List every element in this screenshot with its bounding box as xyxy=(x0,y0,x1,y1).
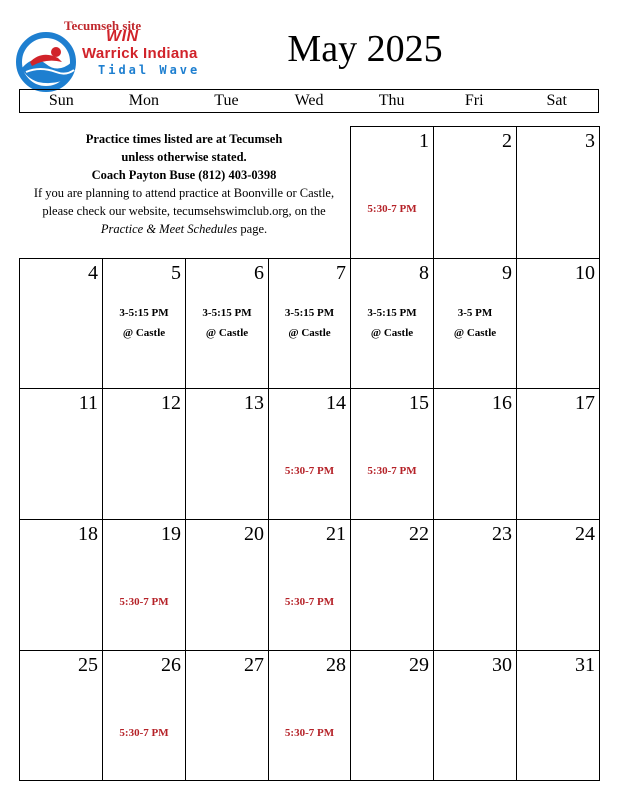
calendar-day-cell xyxy=(268,519,351,651)
calendar-day-cell xyxy=(433,650,517,781)
schedules-page-name: Practice & Meet Schedules xyxy=(100,222,238,236)
day-number: 29 xyxy=(409,654,429,676)
day-number: 27 xyxy=(244,654,264,676)
day-number: 15 xyxy=(409,392,429,414)
calendar-day-cell xyxy=(516,519,600,651)
calendar-day-cell xyxy=(268,650,351,781)
calendar-day-cell xyxy=(102,388,186,520)
day-number: 30 xyxy=(492,654,512,676)
weekday-sun: Sun xyxy=(48,92,74,109)
day-number: 6 xyxy=(254,262,264,284)
day-number: 5 xyxy=(171,262,181,284)
calendar-day-cell xyxy=(516,126,600,259)
day-number: 1 xyxy=(419,130,429,152)
calendar-day-cell xyxy=(350,258,434,389)
site-label: Tecumseh site xyxy=(64,18,142,33)
weekday-mon: Mon xyxy=(128,92,159,109)
practice-time: 3-5:15 PM xyxy=(284,307,335,319)
day-number: 19 xyxy=(161,523,181,545)
calendar-day-cell xyxy=(433,126,517,259)
day-number: 28 xyxy=(326,654,346,676)
calendar-day-cell xyxy=(350,126,434,259)
calendar-day-cell xyxy=(185,388,269,520)
day-number: 10 xyxy=(575,262,595,284)
day-number: 25 xyxy=(78,654,98,676)
calendar-day-cell xyxy=(433,388,517,520)
calendar-day-cell xyxy=(19,388,103,520)
day-number: 17 xyxy=(575,392,595,414)
info-line-4: If you are planning to attend practice at Boonville or Castle, xyxy=(33,186,335,200)
day-number: 12 xyxy=(161,392,181,414)
weekday-wed: Wed xyxy=(294,92,324,109)
practice-time: 3-5 PM xyxy=(457,307,493,319)
calendar-day-cell xyxy=(19,258,103,389)
day-number: 4 xyxy=(88,262,98,284)
day-number: 18 xyxy=(78,523,98,545)
practice-location: @ Castle xyxy=(205,327,249,339)
practice-location: @ Castle xyxy=(453,327,497,339)
day-number: 13 xyxy=(244,392,264,414)
info-line-1: Practice times listed are at Tecumseh xyxy=(85,132,283,146)
logo-tidal-wave-text: Tidal Wave xyxy=(98,63,201,77)
day-number: 11 xyxy=(78,392,98,414)
day-number: 16 xyxy=(492,392,512,414)
info-line-6 xyxy=(19,220,349,238)
calendar-day-cell xyxy=(433,519,517,651)
calendar-day-cell xyxy=(350,650,434,781)
day-number: 20 xyxy=(244,523,264,545)
practice-time: 3-5:15 PM xyxy=(119,307,169,319)
calendar-day-cell xyxy=(516,388,600,520)
weekday-fri: Fri xyxy=(464,92,484,109)
calendar-day-cell xyxy=(268,388,351,520)
club-logo xyxy=(8,8,223,86)
calendar-day-cell xyxy=(433,258,517,389)
day-number: 9 xyxy=(502,262,512,284)
calendar-day-cell xyxy=(19,519,103,651)
calendar-day-cell xyxy=(350,388,434,520)
calendar-day-cell xyxy=(516,258,600,389)
practice-time: 5:30-7 PM xyxy=(284,465,335,477)
weekday-thu: Thu xyxy=(378,92,405,109)
day-number: 22 xyxy=(409,523,429,545)
calendar-day-cell xyxy=(102,519,186,651)
practice-time: 5:30-7 PM xyxy=(367,465,417,477)
swimmer-wave-icon xyxy=(16,32,80,92)
month-title: May 2025 xyxy=(287,28,443,70)
practice-time: 5:30-7 PM xyxy=(119,596,169,608)
practice-time: 5:30-7 PM xyxy=(284,596,335,608)
day-number: 21 xyxy=(326,523,346,545)
info-line-3: Coach Payton Buse (812) 403-0398 xyxy=(91,168,277,182)
logo-win-text: WIN xyxy=(106,28,139,45)
day-number: 31 xyxy=(575,654,595,676)
calendar-day-cell xyxy=(102,258,186,389)
day-number: 26 xyxy=(161,654,181,676)
calendar-day-cell xyxy=(350,519,434,651)
practice-location: @ Castle xyxy=(370,327,414,339)
day-number: 2 xyxy=(502,130,512,152)
day-number: 3 xyxy=(585,130,595,152)
info-line-6-rest: page. xyxy=(237,222,268,236)
calendar-day-cell xyxy=(185,650,269,781)
practice-location: @ Castle xyxy=(122,327,166,339)
weekday-header xyxy=(19,89,599,113)
day-number: 14 xyxy=(326,392,346,414)
calendar-grid xyxy=(19,126,599,780)
calendar-day-cell xyxy=(268,258,351,389)
practice-location: @ Castle xyxy=(288,327,331,339)
calendar-day-cell xyxy=(185,519,269,651)
info-line-2: unless otherwise stated. xyxy=(121,150,247,164)
calendar-day-cell xyxy=(185,258,269,389)
practice-time: 5:30-7 PM xyxy=(119,727,169,739)
practice-time: 3-5:15 PM xyxy=(202,307,252,319)
practice-time: 5:30-7 PM xyxy=(284,727,335,739)
practice-info xyxy=(19,130,349,238)
practice-time: 5:30-7 PM xyxy=(367,203,417,215)
day-number: 8 xyxy=(419,262,429,284)
day-number: 24 xyxy=(575,523,595,545)
weekday-tue: Tue xyxy=(214,92,239,109)
calendar-day-cell xyxy=(516,650,600,781)
info-line-5: please check our website, tecumsehswimclub.org, on the xyxy=(42,204,326,218)
day-number: 23 xyxy=(492,523,512,545)
calendar-day-cell xyxy=(102,650,186,781)
weekday-sat: Sat xyxy=(546,92,567,109)
calendar-day-cell xyxy=(19,650,103,781)
practice-time: 3-5:15 PM xyxy=(367,307,417,319)
logo-warrick-text: Warrick Indiana xyxy=(82,45,198,62)
day-number: 7 xyxy=(336,262,346,284)
